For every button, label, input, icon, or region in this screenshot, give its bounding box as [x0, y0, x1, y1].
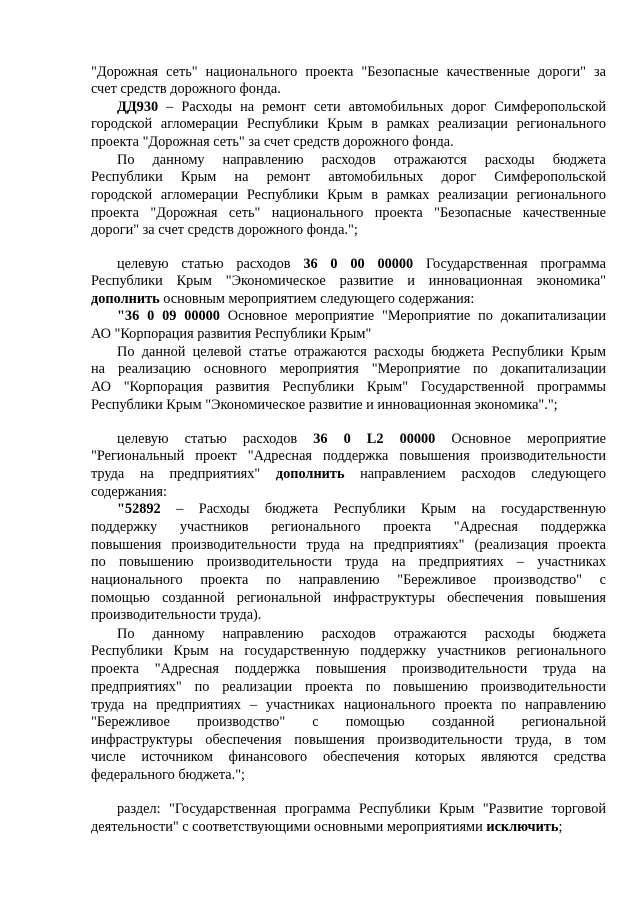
text-line — [91, 553, 606, 571]
text-line — [91, 115, 606, 133]
text-line — [117, 430, 606, 448]
text-segment: – Расходы бюджета Республики Крым на государственную — [160, 501, 606, 517]
text-segment: федерального бюджета."; — [91, 767, 246, 783]
bold-text: "36 0 09 00000 — [117, 308, 220, 324]
text-line — [91, 818, 606, 836]
text-segment: труда на предприятиях – участниках национального проекта по направлению — [91, 697, 606, 713]
text-segment: городской агломерации Республики Крым в рамках реализации регионального — [91, 116, 606, 132]
text-segment: целевую статью расходов — [117, 431, 314, 447]
text-segment: Основное мероприятие "Мероприятие по докапитализации — [219, 308, 606, 324]
text-line — [91, 360, 606, 378]
text-line — [91, 378, 606, 396]
text-line — [91, 133, 606, 151]
text-line — [91, 696, 606, 714]
text-segment: По данной целевой статье отражаются расходы бюджета Республики Крым — [117, 344, 606, 360]
text-segment: По данному направлению расходов отражаются расходы бюджета — [117, 626, 606, 642]
bold-text: дополнить — [91, 291, 160, 307]
text-segment: Основное мероприятие — [435, 431, 606, 447]
text-segment: деятельности" с соответствующими основными мероприятиями — [91, 819, 487, 835]
text-line — [91, 325, 606, 343]
text-line — [91, 678, 606, 696]
text-line — [91, 272, 606, 290]
text-segment: проекта "Дорожная сеть" национального проекта "Безопасные качественные — [91, 205, 606, 221]
text-segment: городской агломерации Республики Крым в рамках реализации регионального — [91, 187, 606, 203]
text-line — [117, 98, 606, 116]
text-line — [91, 748, 606, 766]
text-line — [117, 343, 606, 361]
text-segment: Республики Крым на ремонт автомобильных дорог Симферопольской — [91, 169, 606, 185]
text-segment: на реализацию основного мероприятия "Мероприятие по докапитализации — [91, 361, 606, 377]
text-line — [117, 307, 606, 325]
text-line — [117, 151, 606, 169]
text-line — [117, 255, 606, 273]
text-segment: основным мероприятием следующего содержания: — [159, 291, 475, 307]
text-line — [91, 713, 606, 731]
text-line — [91, 606, 606, 624]
text-line — [91, 731, 606, 749]
text-segment: национального проекта по направлению "Бережливое производство" с — [91, 572, 606, 588]
text-segment: числе источником финансового обеспечения которых являются средства — [91, 749, 606, 765]
bold-text: дополнить — [275, 466, 345, 482]
text-segment: Республики Крым "Экономическое развитие и инновационная экономика" — [91, 273, 606, 289]
text-line — [91, 483, 606, 501]
text-line — [117, 800, 606, 818]
text-segment: раздел: "Государственная программа Республики Крым "Развитие торговой — [117, 801, 606, 817]
text-line — [91, 63, 606, 81]
text-line — [91, 766, 606, 784]
text-segment: направлением расходов следующего — [344, 466, 606, 482]
text-segment: Республики Крым "Экономическое развитие и инновационная экономика"."; — [91, 397, 558, 413]
text-line — [91, 204, 606, 222]
text-line — [91, 536, 606, 554]
bold-text: 36 0 00 00000 — [303, 256, 414, 272]
text-line — [91, 396, 606, 414]
text-line — [91, 518, 606, 536]
text-segment: "Дорожная сеть" национального проекта "Безопасные качественные дороги" за — [91, 64, 606, 80]
text-segment: содержания: — [91, 484, 167, 500]
text-segment: труда на предприятиях" — [91, 466, 276, 482]
text-segment: ; — [558, 819, 563, 835]
bold-text: исключить — [486, 819, 559, 835]
text-line — [91, 186, 606, 204]
text-segment: АО "Корпорация развития Республики Крым" Государственной программы — [91, 379, 606, 395]
text-line — [91, 447, 606, 465]
text-segment: "Бережливое производство" с помощью созданной региональной — [91, 714, 606, 730]
text-segment: По данному направлению расходов отражаются расходы бюджета — [117, 152, 606, 168]
bold-text: 36 0 L2 00000 — [313, 431, 436, 447]
text-line — [91, 660, 606, 678]
text-line — [91, 290, 606, 308]
text-segment: проекта "Дорожная сеть" за счет средств дорожного фонда. — [91, 134, 454, 150]
text-segment: по повышению производительности труда на предприятиях – участниках — [91, 554, 606, 570]
bold-text: ДД930 — [117, 99, 159, 115]
text-line — [91, 80, 606, 98]
text-segment: "Региональный проект "Адресная поддержка повышения производительности — [91, 448, 606, 464]
text-segment: производительности труда). — [91, 607, 262, 623]
text-segment: инфраструктуры обеспечения повышения производительности труда, в том — [91, 732, 606, 748]
text-segment: Государственная программа — [413, 256, 606, 272]
text-line — [117, 625, 606, 643]
text-line — [91, 571, 606, 589]
text-segment: проекта "Адресная поддержка повышения производительности труда на — [91, 661, 606, 677]
text-line — [91, 221, 606, 239]
text-segment: поддержку участников регионального проекта "Адресная поддержка — [91, 519, 606, 535]
text-segment: дороги" за счет средств дорожного фонда."; — [91, 222, 358, 238]
text-segment: АО "Корпорация развития Республики Крым" — [91, 326, 372, 342]
text-line — [91, 589, 606, 607]
text-segment: помощью созданной региональной инфраструктуры обеспечения повышения — [91, 590, 606, 606]
bold-text: "52892 — [117, 501, 161, 517]
text-line — [91, 465, 606, 483]
text-segment: целевую статью расходов — [117, 256, 304, 272]
text-line — [117, 500, 606, 518]
text-line — [91, 168, 606, 186]
text-segment: повышения производительности труда на предприятиях" (реализация проекта — [91, 537, 606, 553]
text-segment: Республики Крым на государственную поддержку участников регионального — [91, 643, 606, 659]
text-segment: – Расходы на ремонт сети автомобильных дорог Симферопольской — [158, 99, 606, 115]
text-segment: счет средств дорожного фонда. — [91, 81, 281, 97]
text-line — [91, 642, 606, 660]
text-segment: предприятиях" по реализации проекта по повышению производительности — [91, 679, 606, 695]
